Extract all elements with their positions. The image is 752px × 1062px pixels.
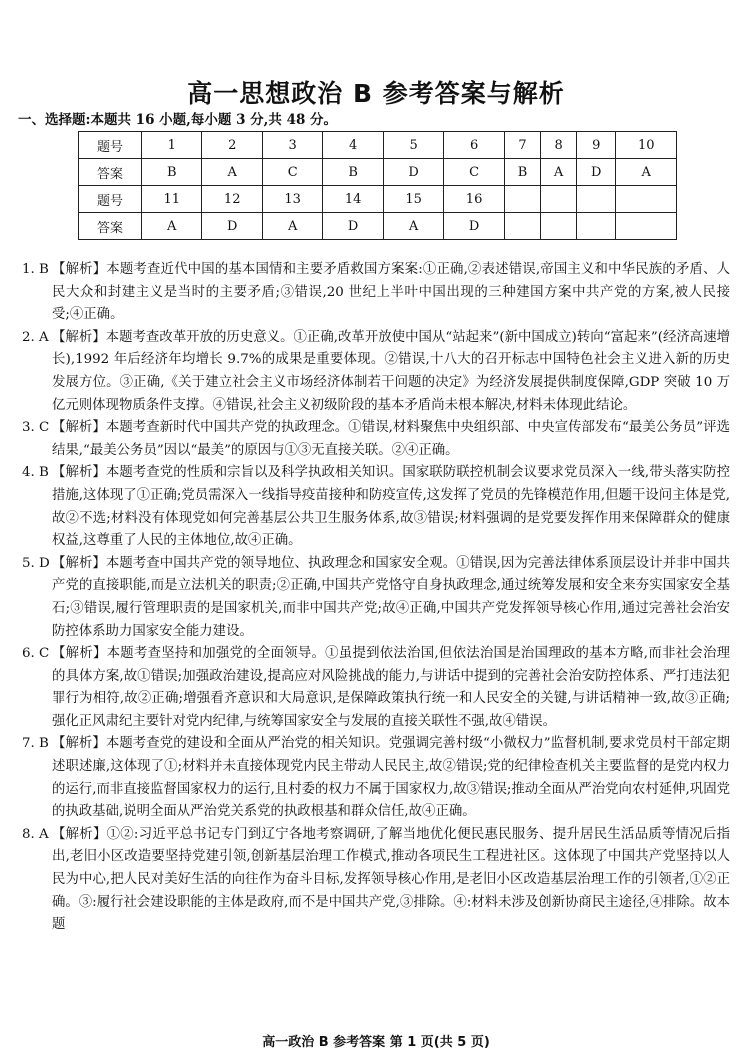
table-cell: 2 [202, 132, 262, 159]
item-number: 7. B [22, 736, 49, 752]
answer-table [78, 131, 677, 240]
table-cell: 12 [202, 186, 262, 213]
table-row [79, 213, 677, 240]
item-number: 5. D [22, 555, 50, 571]
table-row [79, 132, 677, 159]
item-text: 【解析】本题考查中国共产党的领导地位、执政理念和国家安全观。①错误,因为完善法律体系顶层设计并非中国共产党的直接职能,而是立法机关的职责;②正确,中国共产党恪守自身执政理念,通过统筹发展和安全来夯实国家安全基石;③错误,履行管理职责的是国家机关,而非中国共产党;故④正确,中国共产党发挥领导核心作用,通过完善社会治安防控体系助力国家安全能力建设。 [52, 555, 730, 639]
table-cell [577, 186, 616, 213]
table-cell: 8 [541, 132, 577, 159]
table-cell [504, 213, 540, 240]
table-cell: D [202, 213, 262, 240]
item-text: 【解析】本题考查改革开放的历史意义。①正确,改革开放使中国从“站起来”(新中国成立)转向“富起来”(经济高速增长),1992 年后经济年均增长 9.7%的成果是重要体现。②错误,十八大的召开标志中国特色社会主义进入新的历史发展方位。③正确,《关于建立社会主义市场经济体制若干问题的决定》为经济发展提供制度保障,GDP 突破 10 万亿元则体现物质条件支撑。④错误,社会主义初级阶段的基本矛盾尚未根本解决,材料未体现此结论。 [52, 329, 730, 413]
table-cell: C [444, 159, 504, 186]
table-cell: 10 [616, 132, 677, 159]
table-cell: 题号 [79, 186, 142, 213]
table-cell: 答案 [79, 213, 142, 240]
table-cell: 6 [444, 132, 504, 159]
item-number: 8. A [22, 826, 49, 842]
table-cell: 9 [577, 132, 616, 159]
table-cell: A [383, 213, 443, 240]
table-cell: 15 [383, 186, 443, 213]
item-text: 【解析】①②:习近平总书记专门到辽宁各地考察调研,了解当地优化便民惠民服务、提升居民生活品质等情况后指出,老旧小区改造要坚持党建引领,创新基层治理工作模式,推动各项民生工程进社区。这体现了中国共产党坚持以人民为中心,把人民对美好生活的向往作为奋斗目标,发挥领导核心作用,是老旧小区改造基层治理工作的引领者,①②正确。③:履行社会建设职能的主体是政府,而不是中国共产党,③排除。④:材料未涉及创新协商民主途径,④排除。故本题 [52, 826, 730, 933]
explanation-item [14, 824, 730, 937]
table-cell: 14 [323, 186, 383, 213]
item-number: 2. A [22, 329, 49, 345]
page-footer: 高一政治 B 参考答案 第 1 页(共 5 页) [262, 1035, 490, 1050]
table-cell: A [616, 159, 677, 186]
explanation-item [14, 643, 730, 733]
table-cell: B [504, 159, 540, 186]
table-cell: 1 [142, 132, 202, 159]
item-number: 4. B [22, 465, 49, 481]
table-cell [504, 186, 540, 213]
table-cell: 7 [504, 132, 540, 159]
explanation-item [14, 417, 730, 462]
table-cell: B [142, 159, 202, 186]
table-cell: 4 [323, 132, 383, 159]
explanation-item [14, 259, 730, 327]
table-cell: D [323, 213, 383, 240]
section-heading: 一、选择题:本题共 16 小题,每小题 3 分,共 48 分。 [18, 112, 338, 128]
table-cell: A [541, 159, 577, 186]
explanation-item [14, 462, 730, 552]
table-cell [577, 213, 616, 240]
item-text: 【解析】本题考查近代中国的基本国情和主要矛盾救国方案案:①正确,②表述错误,帝国主义和中华民族的矛盾、人民大众和封建主义是当时的主要矛盾;③错误,20 世纪上半叶中国出现的三种建国方案中共产党的方案,被人民接受;④正确。 [52, 262, 730, 323]
table-cell: D [444, 213, 504, 240]
table-cell [616, 186, 677, 213]
table-cell: C [262, 159, 322, 186]
table-cell [541, 213, 577, 240]
item-number: 6. C [22, 646, 50, 662]
item-number: 3. C [22, 420, 50, 436]
item-text: 【解析】本题考查党的性质和宗旨以及科学执政相关知识。国家联防联控机制会议要求党员深入一线,带头落实防控措施,这体现了①正确;党员需深入一线指导疫苗接种和防疫宣传,这发挥了党员的先锋模范作用,但题干设问主体是党,故②不选;材料没有体现党如何完善基层公共卫生服务体系,故③错误;材料强调的是党要发挥作用来保障群众的健康权益,这尊重了人民的主体地位,故④正确。 [52, 465, 730, 549]
table-cell: A [262, 213, 322, 240]
table-row [79, 186, 677, 213]
explanation-item [14, 327, 730, 417]
item-text: 【解析】本题考查党的建设和全面从严治党的相关知识。党强调完善村级“小微权力”监督机制,要求党员村干部定期述职述廉,这体现了①;材料并未直接体现党内民主带动人民民主,故②错误;党的纪律检查机关主要监督的是党内权力的运行,而非直接监督国家权力的运行,且村委的权力不属于国家权力,故③错误;推动全面从严治党向农村延伸,巩固党的执政基础,说明全面从严治党关系党的执政根基和群众信任,故④正确。 [52, 736, 730, 820]
table-cell: 3 [262, 132, 322, 159]
table-row [79, 159, 677, 186]
explanation-item [14, 733, 730, 823]
explanation-item [14, 553, 730, 643]
table-cell: 答案 [79, 159, 142, 186]
item-text: 【解析】本题考查新时代中国共产党的执政理念。①错误,材料聚焦中央组织部、中央宣传部发布“最美公务员”评选结果,“最美公务员”因以“最美”的原因与①③无直接关联。②④正确。 [52, 420, 730, 458]
table-cell [541, 186, 577, 213]
table-cell: B [323, 159, 383, 186]
table-cell: 5 [383, 132, 443, 159]
table-cell: D [577, 159, 616, 186]
table-cell: 11 [142, 186, 202, 213]
table-cell: A [202, 159, 262, 186]
table-cell: A [142, 213, 202, 240]
item-number: 1. B [22, 262, 49, 277]
page-title: 高一思想政治 B 参考答案与解析 [187, 79, 565, 108]
table-cell: 13 [262, 186, 322, 213]
table-cell: D [383, 159, 443, 186]
explanation-list [14, 259, 730, 937]
table-cell [616, 213, 677, 240]
table-cell: 16 [444, 186, 504, 213]
item-text: 【解析】本题考查坚持和加强党的全面领导。①虽提到依法治国,但依法治国是治国理政的基本方略,而非社会治理的具体方案,故①错误;加强政治建设,提高应对风险挑战的能力,与讲话中提到的完善社会治安防控体系、严打违法犯罪行为相符,故②正确;增强看齐意识和大局意识,是保障政策执行统一和人民安全的关键,与讲话精神一致,故③正确;强化正风肃纪主要针对党内纪律,与统筹国家安全与发展的直接关联性不强,故④错误。 [52, 646, 730, 729]
table-cell: 题号 [79, 132, 142, 159]
